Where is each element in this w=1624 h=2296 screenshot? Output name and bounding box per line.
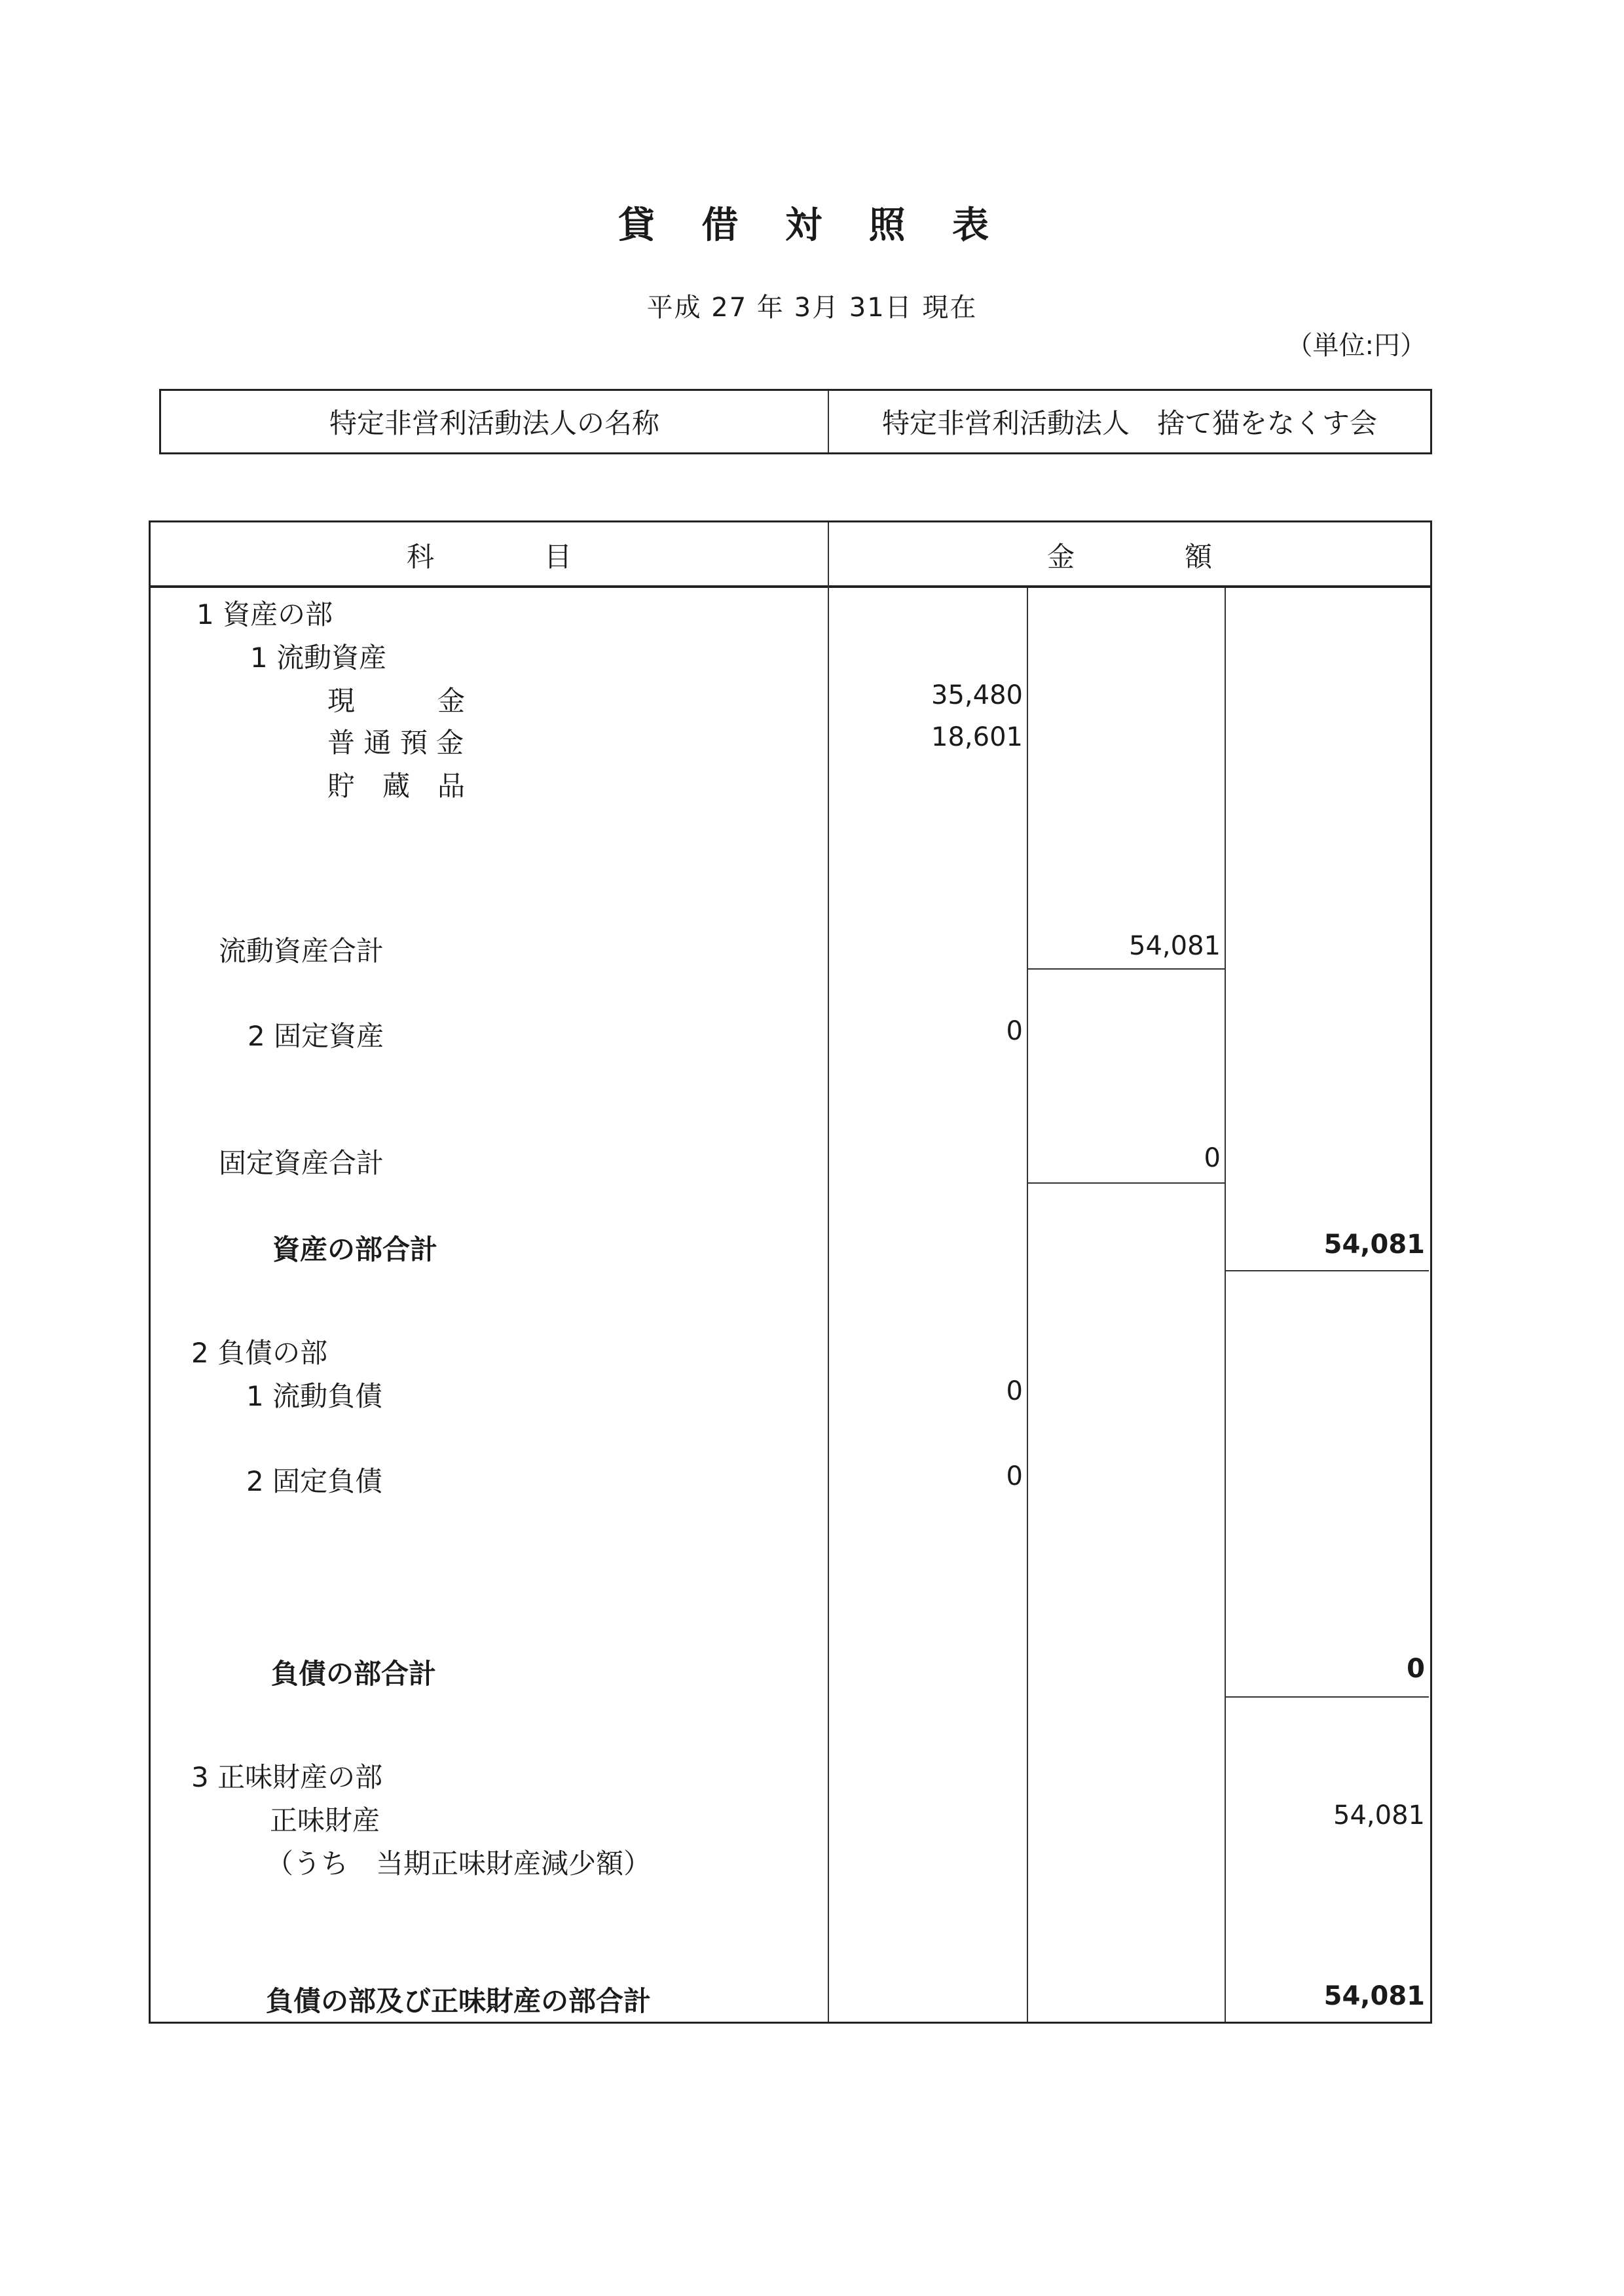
fixed-liabilities-label: 2 固定負債 [246,1465,383,1497]
org-name-value: 特定非営利活動法人 捨て猫をなくす会 [881,407,1377,439]
current-liabilities-label: 1 流動負債 [246,1380,383,1412]
document-title: 貸 借 対 照 表 [618,204,1006,247]
liabilities-total-label: 負債の部合計 [271,1658,437,1690]
assets-total-rule [1225,1270,1429,1271]
supplies-label: 貯 蔵 品 [327,770,466,802]
liabilities-section-label: 2 負債の部 [191,1337,328,1369]
grand-total-label: 負債の部及び正味財産の部合計 [266,1985,652,2017]
assets-total: 54,081 [1323,1230,1425,1260]
fixed-assets-total-rule [1027,1182,1225,1184]
organization-table [159,389,1432,454]
unit-label: （単位:円） [1286,331,1426,361]
cash-amount: 35,480 [931,680,1023,710]
deposit-label: 普 通 預 金 [327,727,464,759]
assets-section-label: 1 資産の部 [196,598,333,630]
current-assets-label: 1 流動資産 [250,642,387,674]
as-of-date: 平成 27 年 3月 31日 現在 [646,293,978,323]
deposit-amount: 18,601 [931,722,1023,752]
current-liabilities-amount: 0 [1006,1376,1023,1406]
fixed-liabilities-amount: 0 [1006,1461,1023,1491]
balance-sheet-table [149,520,1432,2024]
current-assets-total: 54,081 [1129,931,1221,961]
fixed-assets-total: 0 [1204,1143,1221,1173]
current-assets-total-label: 流動資産合計 [219,935,384,967]
assets-total-label: 資産の部合計 [272,1233,438,1266]
header-amount: 金 額 [1046,541,1212,573]
fixed-assets-amount: 0 [1006,1016,1023,1046]
cash-label: 現 金 [327,685,466,717]
net-assets-decrease-label: （うち 当期正味財産減少額） [266,1848,652,1880]
grand-total: 54,081 [1323,1981,1425,2011]
net-assets-amount: 54,081 [1333,1800,1425,1831]
header-subject: 科 目 [406,541,572,573]
liabilities-total-rule [1225,1696,1429,1698]
fixed-assets-total-label: 固定資産合計 [219,1147,384,1179]
current-assets-total-rule [1027,968,1225,970]
net-assets-section-label: 3 正味財産の部 [191,1761,383,1793]
column-divider-amount-1 [1027,588,1028,2022]
fixed-assets-label: 2 固定資産 [248,1020,384,1052]
net-assets-label: 正味財産 [270,1804,380,1836]
liabilities-total: 0 [1407,1654,1425,1684]
org-name-label: 特定非営利活動法人の名称 [329,407,659,439]
table-header [151,522,1430,588]
